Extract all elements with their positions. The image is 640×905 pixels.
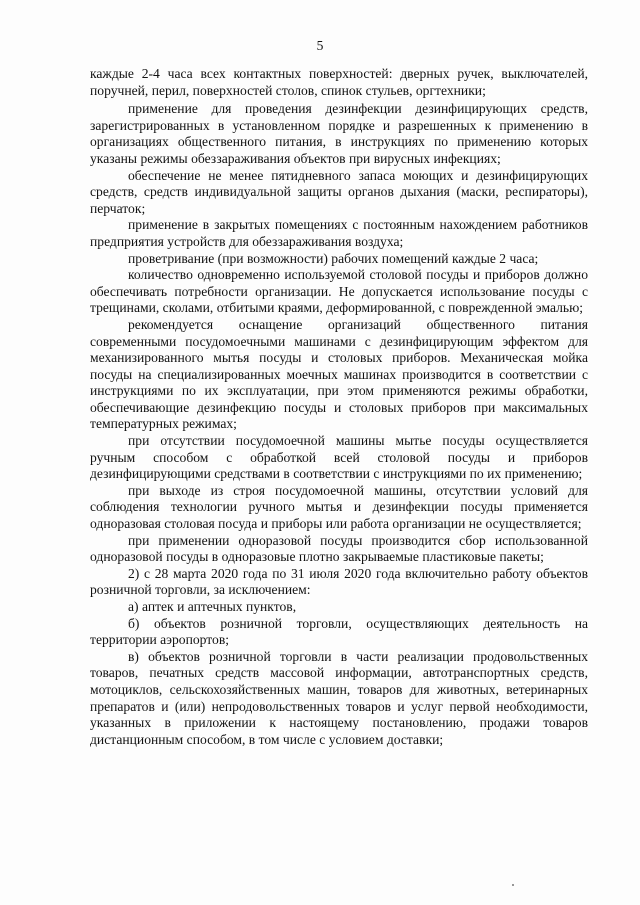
paragraph-5: проветривание (при возможности) рабочих помещений каждые 2 часа; bbox=[128, 250, 539, 266]
paragraph-1: каждые 2-4 часа всех контактных поверхностей: дверных ручек, выключателей, поручней, перил, поверхностей столов, спинок стульев, оргтехники; bbox=[90, 66, 588, 98]
paragraph-10: при применении одноразовой посуды производится сбор использованной одноразовой посуды в одноразовые плотно закрываемые пластиковые пакеты; bbox=[90, 532, 588, 565]
document-body bbox=[90, 66, 588, 748]
paragraph-2: применение для проведения дезинфекции дезинфицирующих средств, зарегистрированных в установленном порядке и разрешенных к применению в организациях общественного питания, в инструкциях по применению которых указаны режимы обеззараживания объектов при вирусных инфекциях; bbox=[90, 101, 588, 166]
paragraph-8: при отсутствии посудомоечной машины мытье посуды осуществляется ручным способом с обработкой всей столовой посуды и приборов дезинфицирующими средствами в соответствии с инструкциями по их применению; bbox=[90, 433, 588, 482]
paragraph-4: применение в закрытых помещениях с постоянным нахождением работников предприятия устройств для обеззараживания воздуха; bbox=[90, 217, 588, 249]
paragraph-13: б) объектов розничной торговли, осуществляющих деятельность на территории аэропортов; bbox=[90, 615, 588, 648]
scan-speck bbox=[512, 884, 514, 886]
page-number: 5 bbox=[316, 38, 324, 53]
paragraph-6: количество одновременно используемой столовой посуды и приборов должно обеспечивать потребности организации. Не допускается использование посуды с трещинами, сколами, отбитыми краями, деформированной, с поврежденной эмалью; bbox=[90, 267, 588, 316]
paragraph-12: а) аптек и аптечных пунктов, bbox=[128, 599, 297, 614]
paragraph-14: в) объектов розничной торговли в части реализации продовольственных товаров, печатных средств массовой информации, автотранспортных средств, мотоциклов, сельскохозяйственных машин, товаров для животных, ветеринарных препаратов и (или) непродовольственных товаров и услуг первой необходимости, указанных в приложении к настоящему постановлению, продажи товаров дистанционным способом, в том числе с условием доставки; bbox=[90, 648, 588, 747]
paragraph-9: при выходе из строя посудомоечной машины, отсутствии условий для соблюдения технологии ручного мытья и дезинфекции посуды применяется одноразовая столовая посуда и приборы или работа организации не осуществляется; bbox=[90, 482, 588, 532]
paragraph-7: рекомендуется оснащение организаций общественного питания современными посудомоечными машинами с дезинфицирующим эффектом для механизированного мытья посуды и столовых приборов. Механическая мойка посуды на специализированных моечных машинах производится в соответствии с инструкциями по их эксплуатации, при этом применяются режимы обработки, обеспечивающие дезинфекцию посуды и столовых приборов при максимальных температурных режимах; bbox=[90, 316, 588, 432]
paragraph-3: обеспечение не менее пятидневного запаса моющих и дезинфицирующих средств, средств индивидуальной защиты органов дыхания (маски, респираторы), перчаток; bbox=[90, 167, 588, 216]
paragraph-11: 2) с 28 марта 2020 года по 31 июля 2020 года включительно работу объектов розничной торговли, за исключением: bbox=[90, 565, 588, 598]
